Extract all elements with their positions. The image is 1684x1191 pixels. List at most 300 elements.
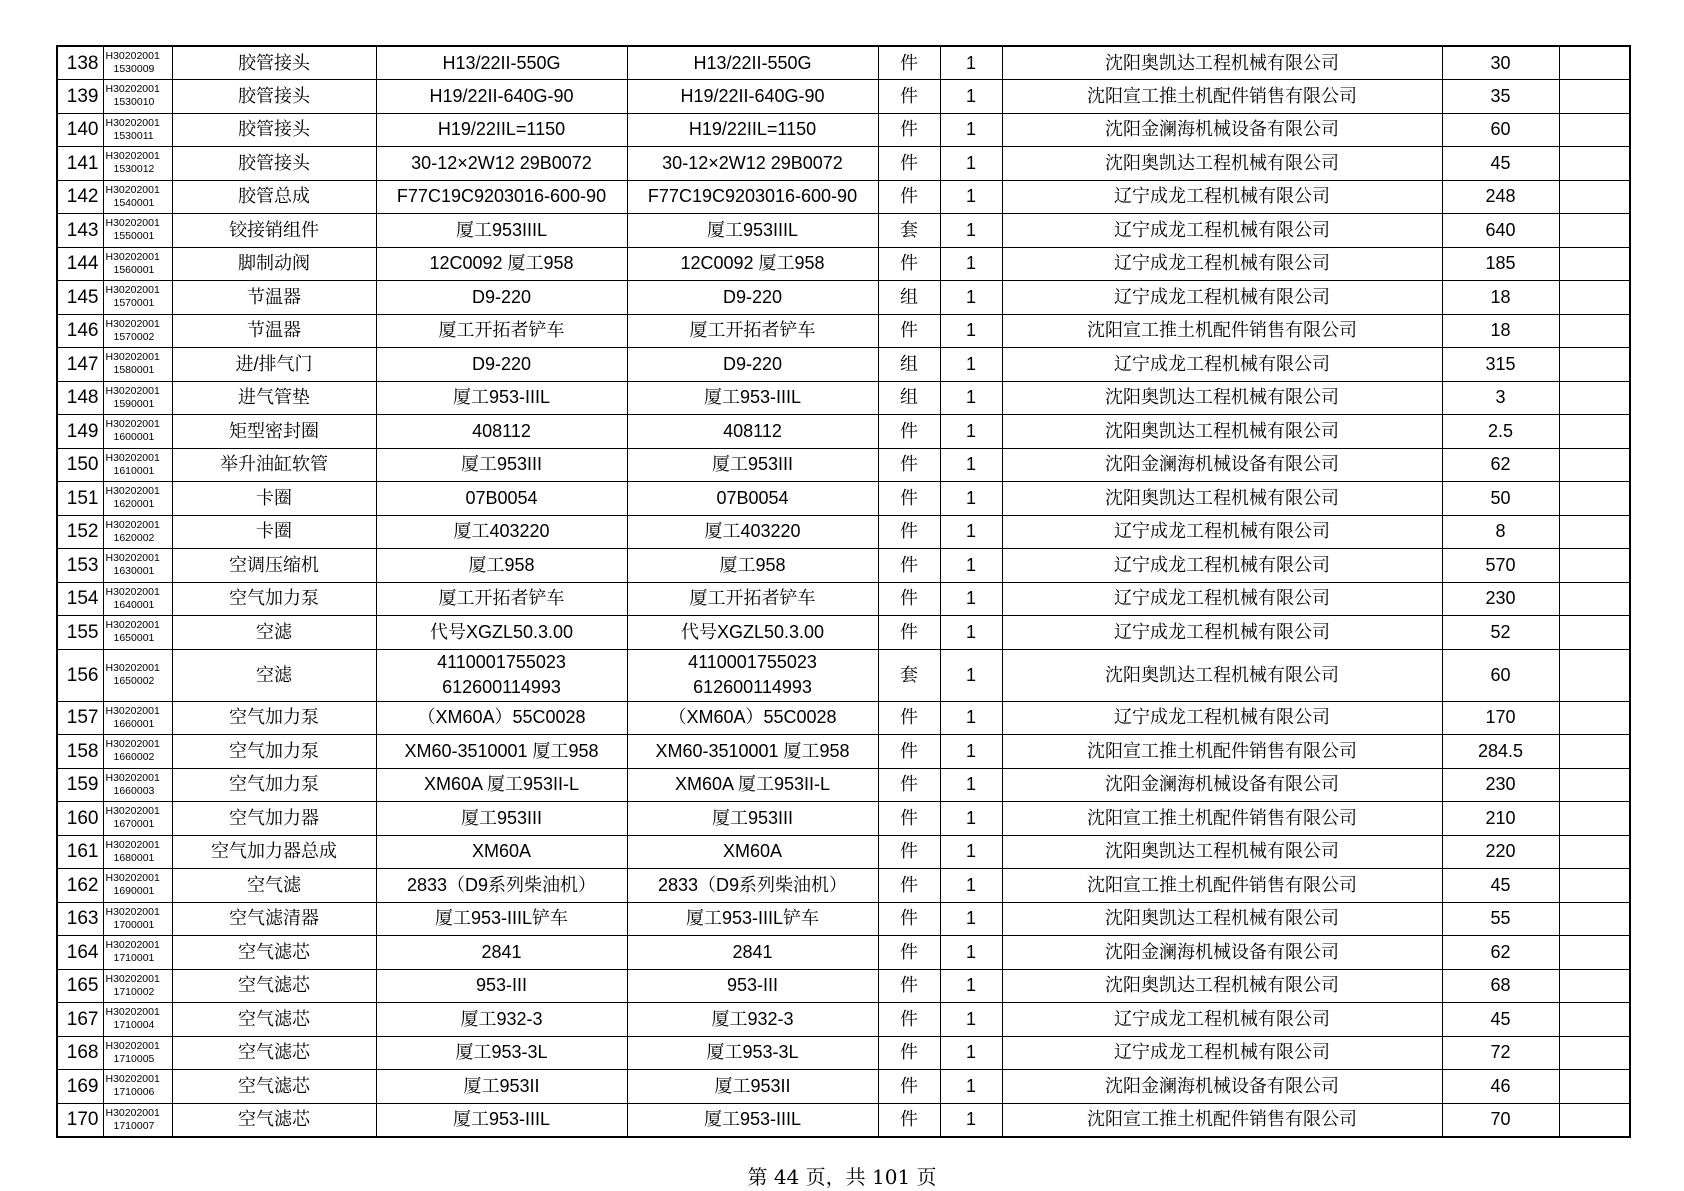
model-cell: 厦工958 [376,549,627,583]
quantity-cell: 1 [940,1036,1002,1070]
model-cell: F77C19C9203016-600-90 [376,180,627,214]
quantity-cell: 1 [940,180,1002,214]
material-code [103,247,172,281]
spec-cell: 厦工953-3L [627,1036,878,1070]
spec-cell: F77C19C9203016-600-90 [627,180,878,214]
table-row [57,902,1630,936]
row-number: 148 [57,381,103,415]
quantity-cell: 1 [940,515,1002,549]
supplier-cell: 辽宁成龙工程机械有限公司 [1002,701,1442,735]
row-number: 151 [57,482,103,516]
table-row [57,348,1630,382]
quantity-cell: 1 [940,936,1002,970]
model-cell: 厦工403220 [376,515,627,549]
table-row [57,214,1630,248]
row-number: 159 [57,768,103,802]
model-cell: 代号XGZL50.3.00 [376,616,627,650]
material-code-part: H30202001 [105,1006,160,1019]
supplier-cell: 辽宁成龙工程机械有限公司 [1002,281,1442,315]
price-cell: 55 [1442,902,1559,936]
remark-cell [1559,835,1630,869]
material-code-part: 1530011 [113,129,154,142]
material-code-part: H30202001 [105,585,160,598]
material-code [103,448,172,482]
model-cell: （XM60A）55C0028 [376,701,627,735]
remark-cell [1559,180,1630,214]
model-cell: 2833（D9系列柴油机） [376,869,627,903]
model-cell: 2841 [376,936,627,970]
supplier-cell: 辽宁成龙工程机械有限公司 [1002,616,1442,650]
quantity-cell: 1 [940,802,1002,836]
spec-cell: XM60A 厦工953II-L [627,768,878,802]
material-code [103,649,172,701]
part-name: 空气滤芯 [172,1003,376,1037]
material-code [103,735,172,769]
part-name: 空气滤 [172,869,376,903]
row-number: 158 [57,735,103,769]
price-cell: 570 [1442,549,1559,583]
material-code-part: 1710001 [113,952,155,965]
spec-cell: XM60-3510001 厦工958 [627,735,878,769]
unit-cell: 件 [878,936,940,970]
part-name: 空滤 [172,649,376,701]
row-number: 170 [57,1103,103,1137]
unit-cell: 件 [878,549,940,583]
table-row [57,701,1630,735]
material-code-part: 1560001 [113,263,155,276]
model-cell: 厦工953-IIIL铲车 [376,902,627,936]
model-cell: XM60A 厦工953II-L [376,768,627,802]
material-code [103,768,172,802]
remark-cell [1559,869,1630,903]
price-cell: 284.5 [1442,735,1559,769]
row-number: 168 [57,1036,103,1070]
part-name: 空滤 [172,616,376,650]
material-code-part: 1700001 [113,918,155,931]
part-name: 空气加力泵 [172,768,376,802]
supplier-cell: 沈阳奥凯达工程机械有限公司 [1002,482,1442,516]
material-code-part: 1710004 [113,1019,155,1032]
spec-cell: 2833（D9系列柴油机） [627,869,878,903]
price-cell: 210 [1442,802,1559,836]
part-name: 空气滤芯 [172,936,376,970]
quantity-cell: 1 [940,649,1002,701]
spec-cell: 2841 [627,936,878,970]
spec-cell: 4110001755023 612600114993 [627,649,878,701]
material-code-part: H30202001 [105,662,160,674]
part-name: 胶管接头 [172,80,376,114]
material-code-part: H30202001 [105,872,160,885]
price-cell: 170 [1442,701,1559,735]
quantity-cell: 1 [940,735,1002,769]
supplier-cell: 辽宁成龙工程机械有限公司 [1002,515,1442,549]
row-number: 150 [57,448,103,482]
spec-cell: 厦工958 [627,549,878,583]
unit-cell: 件 [878,1036,940,1070]
spec-cell: XM60A [627,835,878,869]
material-code-part: H30202001 [105,939,160,952]
unit-cell: 件 [878,482,940,516]
material-code-part: H30202001 [105,50,160,62]
model-cell: D9-220 [376,281,627,315]
row-number: 161 [57,835,103,869]
quantity-cell: 1 [940,902,1002,936]
price-cell: 52 [1442,616,1559,650]
row-number: 143 [57,214,103,248]
table-row [57,482,1630,516]
price-cell: 45 [1442,869,1559,903]
price-cell: 70 [1442,1103,1559,1137]
table-row [57,415,1630,449]
material-code-part: H30202001 [105,1073,160,1086]
quantity-cell: 1 [940,247,1002,281]
supplier-cell: 沈阳奥凯达工程机械有限公司 [1002,46,1442,80]
spec-cell: 代号XGZL50.3.00 [627,616,878,650]
supplier-cell: 辽宁成龙工程机械有限公司 [1002,180,1442,214]
unit-cell: 件 [878,147,940,181]
supplier-cell: 辽宁成龙工程机械有限公司 [1002,1003,1442,1037]
material-code [103,348,172,382]
spec-cell: （XM60A）55C0028 [627,701,878,735]
row-number: 141 [57,147,103,181]
unit-cell: 件 [878,735,940,769]
part-name: 铰接销组件 [172,214,376,248]
price-cell: 8 [1442,515,1559,549]
material-code-part: H30202001 [105,183,160,196]
price-cell: 18 [1442,314,1559,348]
model-cell: 厦工953IIIL [376,214,627,248]
price-cell: 60 [1442,649,1559,701]
row-number: 139 [57,80,103,114]
material-code-part: 1710002 [113,985,155,998]
material-code-part: H30202001 [105,1106,160,1119]
model-cell: H19/22IIL=1150 [376,113,627,147]
unit-cell: 组 [878,381,940,415]
row-number: 165 [57,969,103,1003]
part-name: 节温器 [172,314,376,348]
spec-cell: H19/22II-640G-90 [627,80,878,114]
row-number: 149 [57,415,103,449]
quantity-cell: 1 [940,381,1002,415]
table-row [57,616,1630,650]
unit-cell: 件 [878,969,940,1003]
remark-cell [1559,1103,1630,1137]
spec-cell: H13/22II-550G [627,46,878,80]
price-cell: 30 [1442,46,1559,80]
remark-cell [1559,113,1630,147]
price-cell: 3 [1442,381,1559,415]
material-code-part: 1530010 [113,96,155,109]
unit-cell: 件 [878,247,940,281]
material-code [103,1103,172,1137]
material-code-part: H30202001 [105,250,160,263]
part-name: 脚制动阀 [172,247,376,281]
model-cell: 厦工953-IIIL [376,381,627,415]
material-code-part: H30202001 [105,838,160,851]
price-cell: 315 [1442,348,1559,382]
material-code [103,902,172,936]
spec-cell: 厦工953II [627,1070,878,1104]
material-code-part: H30202001 [105,485,160,498]
material-code [103,46,172,80]
remark-cell [1559,415,1630,449]
table-row [57,180,1630,214]
material-code-part: H30202001 [105,552,160,565]
supplier-cell: 辽宁成龙工程机械有限公司 [1002,214,1442,248]
table-row [57,281,1630,315]
material-code-part: 1540001 [113,196,155,209]
supplier-cell: 沈阳宣工推土机配件销售有限公司 [1002,1103,1442,1137]
price-cell: 62 [1442,448,1559,482]
row-number: 163 [57,902,103,936]
spec-cell: 厦工953III [627,802,878,836]
spec-cell: 07B0054 [627,482,878,516]
material-code-part: H30202001 [105,217,160,230]
table-body [57,46,1630,1137]
row-number: 169 [57,1070,103,1104]
part-name: 进气管垫 [172,381,376,415]
unit-cell: 件 [878,902,940,936]
model-cell: XM60A [376,835,627,869]
quantity-cell: 1 [940,147,1002,181]
model-cell: XM60-3510001 厦工958 [376,735,627,769]
table-row [57,314,1630,348]
material-code-part: 1710005 [113,1052,155,1065]
table-row [57,936,1630,970]
quantity-cell: 1 [940,835,1002,869]
remark-cell [1559,802,1630,836]
table-row [57,582,1630,616]
table-row [57,80,1630,114]
supplier-cell: 沈阳金澜海机械设备有限公司 [1002,1070,1442,1104]
supplier-cell: 沈阳奥凯达工程机械有限公司 [1002,147,1442,181]
quantity-cell: 1 [940,1003,1002,1037]
price-cell: 18 [1442,281,1559,315]
price-cell: 220 [1442,835,1559,869]
material-code [103,582,172,616]
remark-cell [1559,147,1630,181]
unit-cell: 件 [878,869,940,903]
part-name: 空气加力泵 [172,701,376,735]
remark-cell [1559,482,1630,516]
remark-cell [1559,381,1630,415]
material-code-part: 1650002 [113,675,155,687]
supplier-cell: 辽宁成龙工程机械有限公司 [1002,247,1442,281]
row-number: 152 [57,515,103,549]
row-number: 153 [57,549,103,583]
remark-cell [1559,549,1630,583]
remark-cell [1559,247,1630,281]
unit-cell: 件 [878,802,940,836]
spec-cell: 厦工953IIIL [627,214,878,248]
table-row [57,448,1630,482]
spec-cell: 厦工开拓者铲车 [627,314,878,348]
material-code [103,1070,172,1104]
model-cell: 厦工953III [376,802,627,836]
material-code [103,214,172,248]
supplier-cell: 沈阳宣工推土机配件销售有限公司 [1002,314,1442,348]
unit-cell: 件 [878,314,940,348]
remark-cell [1559,1036,1630,1070]
material-code [103,482,172,516]
model-cell: 408112 [376,415,627,449]
material-code [103,802,172,836]
unit-cell: 组 [878,281,940,315]
supplier-cell: 沈阳金澜海机械设备有限公司 [1002,448,1442,482]
quantity-cell: 1 [940,1103,1002,1137]
material-code [103,936,172,970]
table-row [57,113,1630,147]
material-code-part: H30202001 [105,116,160,129]
model-cell: 30-12×2W12 29B0072 [376,147,627,181]
remark-cell [1559,768,1630,802]
material-code-part: H30202001 [105,738,160,751]
supplier-cell: 沈阳奥凯达工程机械有限公司 [1002,969,1442,1003]
material-code-part: H30202001 [105,384,160,397]
quantity-cell: 1 [940,46,1002,80]
table-row [57,869,1630,903]
material-code-part: 1630001 [113,565,155,578]
material-code-part: 1580001 [113,364,155,377]
remark-cell [1559,281,1630,315]
unit-cell: 件 [878,46,940,80]
unit-cell: 件 [878,80,940,114]
material-code-part: H30202001 [105,518,160,531]
unit-cell: 件 [878,515,940,549]
price-cell: 50 [1442,482,1559,516]
material-code-part: 1570001 [113,297,155,310]
supplier-cell: 沈阳金澜海机械设备有限公司 [1002,113,1442,147]
table-row [57,147,1630,181]
part-name: 空气滤芯 [172,1036,376,1070]
part-name: 空气滤芯 [172,969,376,1003]
remark-cell [1559,448,1630,482]
supplier-cell: 沈阳金澜海机械设备有限公司 [1002,936,1442,970]
unit-cell: 件 [878,616,940,650]
material-code [103,147,172,181]
material-code [103,701,172,735]
material-code-part: H30202001 [105,351,160,364]
row-number: 145 [57,281,103,315]
material-code-part: 1640001 [113,598,155,611]
unit-cell: 件 [878,701,940,735]
price-cell: 230 [1442,582,1559,616]
remark-cell [1559,515,1630,549]
spec-cell: 953-III [627,969,878,1003]
model-cell: 07B0054 [376,482,627,516]
price-cell: 230 [1442,768,1559,802]
model-cell: D9-220 [376,348,627,382]
part-name: 空气滤芯 [172,1070,376,1104]
material-code-part: H30202001 [105,704,160,717]
quantity-cell: 1 [940,1070,1002,1104]
table-row [57,768,1630,802]
remark-cell [1559,348,1630,382]
material-code [103,415,172,449]
material-code-part: H30202001 [105,972,160,985]
row-number: 147 [57,348,103,382]
spec-cell: 408112 [627,415,878,449]
row-number: 140 [57,113,103,147]
price-cell: 68 [1442,969,1559,1003]
material-code [103,80,172,114]
material-code-part: 1620001 [113,498,155,511]
supplier-cell: 沈阳宣工推土机配件销售有限公司 [1002,80,1442,114]
table-row [57,247,1630,281]
material-code-part: 1690001 [113,885,155,898]
supplier-cell: 沈阳奥凯达工程机械有限公司 [1002,835,1442,869]
material-code [103,113,172,147]
row-number: 157 [57,701,103,735]
price-cell: 185 [1442,247,1559,281]
part-name: 空气加力泵 [172,582,376,616]
supplier-cell: 辽宁成龙工程机械有限公司 [1002,549,1442,583]
spec-cell: D9-220 [627,348,878,382]
quantity-cell: 1 [940,582,1002,616]
unit-cell: 件 [878,835,940,869]
supplier-cell: 沈阳奥凯达工程机械有限公司 [1002,902,1442,936]
supplier-cell: 辽宁成龙工程机械有限公司 [1002,1036,1442,1070]
material-code-part: 1710007 [113,1119,155,1132]
supplier-cell: 沈阳金澜海机械设备有限公司 [1002,768,1442,802]
material-code-part: 1550001 [113,230,155,243]
row-number: 164 [57,936,103,970]
material-code-part: H30202001 [105,284,160,297]
table-row [57,1003,1630,1037]
spec-cell: 厦工开拓者铲车 [627,582,878,616]
price-cell: 640 [1442,214,1559,248]
model-cell: 厦工开拓者铲车 [376,314,627,348]
remark-cell [1559,1070,1630,1104]
material-code [103,180,172,214]
supplier-cell: 辽宁成龙工程机械有限公司 [1002,348,1442,382]
price-cell: 62 [1442,936,1559,970]
part-name: 节温器 [172,281,376,315]
spec-cell: D9-220 [627,281,878,315]
supplier-cell: 沈阳奥凯达工程机械有限公司 [1002,381,1442,415]
spec-cell: 厦工403220 [627,515,878,549]
remark-cell [1559,46,1630,80]
row-number: 142 [57,180,103,214]
material-code-part: 1610001 [113,464,155,477]
row-number: 167 [57,1003,103,1037]
material-code-part: H30202001 [105,771,160,784]
unit-cell: 件 [878,415,940,449]
supplier-cell: 沈阳奥凯达工程机械有限公司 [1002,649,1442,701]
material-code [103,969,172,1003]
material-code-part: 1530012 [113,163,155,176]
model-cell: 厦工953-IIIL [376,1103,627,1137]
material-code [103,314,172,348]
price-cell: 35 [1442,80,1559,114]
material-code-part: 1660003 [113,784,155,797]
unit-cell: 件 [878,1070,940,1104]
part-name: 胶管接头 [172,113,376,147]
remark-cell [1559,582,1630,616]
material-code [103,869,172,903]
row-number: 146 [57,314,103,348]
model-cell: H19/22II-640G-90 [376,80,627,114]
supplier-cell: 沈阳奥凯达工程机械有限公司 [1002,415,1442,449]
material-code-part: H30202001 [105,317,160,330]
row-number: 154 [57,582,103,616]
model-cell: 厦工953III [376,448,627,482]
part-name: 空气滤清器 [172,902,376,936]
quantity-cell: 1 [940,482,1002,516]
material-code [103,835,172,869]
material-code-part: 1570002 [113,330,155,343]
table-row [57,969,1630,1003]
